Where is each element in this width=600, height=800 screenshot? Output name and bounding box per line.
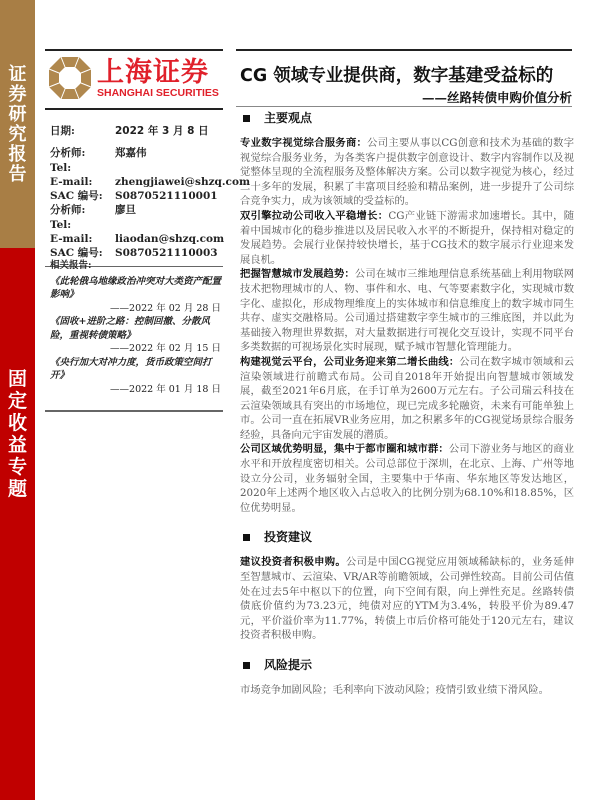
date-label: 日期: <box>50 125 75 137</box>
tel-label: Tel: <box>50 218 72 231</box>
paragraph: 双引擎拉动公司收入平稳增长：CG产业链下游需求加速增长。其中，随着中国城市化的稳步推进以及居民收入水平的不断提升，保持相对稳定的发展趋势。会展行业保持较快增长，基于CG技术的数字展示行业迎来发展良机。 <box>240 209 575 266</box>
divider <box>45 49 223 51</box>
email-label: E-mail: <box>50 233 93 246</box>
related-reports <box>50 259 225 396</box>
related-report-link[interactable]: 《央行加大对冲力度，货币政策空间打开》 <box>50 356 212 381</box>
section-heading: 风险提示 <box>240 655 574 675</box>
bullet-square-icon <box>243 662 250 669</box>
related-report-date: ——2022 年 02 月 15 日 <box>110 343 221 354</box>
sac-label: SAC 编号: <box>50 190 103 203</box>
paragraph: 专业数字视觉综合服务商：公司主要从事以CG创意和技术为基础的数字视觉综合服务业务，为各类客户提供数字创意设计、数字内容制作以及视觉整体呈现的全流程服务及整体解决方案。公司以数字视觉为核心，经过二十多年的发展，积累了丰富项目经验和精品案例，进一步提升了公司综合竞争实力，成为该领域的受益标的。 <box>240 137 574 208</box>
related-report-link[interactable]: 《固收+进阶之路：控制回撤、分散风险，重视转债策略》 <box>50 316 210 341</box>
analyst-email[interactable]: zhengjiawei@shzq.com <box>115 175 251 188</box>
logo-en: SHANGHAI SECURITIES <box>97 86 219 99</box>
paragraph: 市场竞争加剧风险；毛利率向下波动风险；疫情引致业绩下滑风险。 <box>240 684 549 696</box>
analyst-sac: S0870521110001 <box>115 190 218 203</box>
related-report-date: ——2022 年 01 月 18 日 <box>110 383 221 395</box>
company-logo <box>48 56 219 100</box>
octagon-logo-icon <box>48 56 92 100</box>
email-label: E-mail: <box>50 175 93 188</box>
tel-label: Tel: <box>50 161 72 174</box>
analyst-label: 分析师: <box>50 147 86 160</box>
report-date: 2022 年 3 月 8 日 <box>115 125 209 137</box>
related-title: 相关报告: <box>50 260 92 271</box>
divider <box>45 108 223 110</box>
section-heading: 投资建议 <box>240 527 574 547</box>
report-title: CG 领域专业提供商，数字基建受益标的 <box>240 66 554 86</box>
analyst-sac: S0870521110003 <box>115 247 218 260</box>
paragraph: 构建视觉云平台，公司业务迎来第二增长曲线：公司在数字城市领域和云渲染领域进行前瞻式布局。公司自2018年开始提出向智慧城市领域发展，截至2021年6月底，在手订单为2600万元左右。子公司瑞云科技在云渲染领域具有突出的市场地位，现已完成多轮融资，未来有可能单独上市。公司一直在拓展VR业务应用，加之积累多年的CG视觉场景综合服务经验，具备向元宇宙发展的潜质。 <box>240 355 575 441</box>
sac-label: SAC 编号: <box>50 247 103 260</box>
divider <box>236 49 572 51</box>
report-type-label: 证券研究报告 <box>8 64 27 185</box>
paragraph: 建议投资者积极申购。公司是中国CG视觉应用领域稀缺标的，业务延伸至智慧城市、云渲染、VR/AR等前瞻领域，公司弹性较高。目前公司估值处在过去5年中枢以下的位置，向下空间有限，向上弹性充足。丝路转债债底价值约为73.23元，纯债对应的YTM为3.4%，转股平价为89.47元，平价溢价率为11.77%，转债上市后价格可能处于120元左右，建议投资者积极申购。 <box>240 556 574 642</box>
analyst-name: 郑嘉伟 <box>115 147 147 160</box>
analyst-email[interactable]: liaodan@shzq.com <box>115 233 225 246</box>
bullet-square-icon <box>243 115 250 122</box>
report-body <box>240 106 574 698</box>
analyst-name: 廖旦 <box>115 204 136 217</box>
section-heading: 主要观点 <box>240 108 574 128</box>
divider <box>45 410 223 412</box>
side-band-bottom <box>0 248 35 800</box>
related-report-link[interactable]: 《此轮俄乌地缘政治冲突对大类资产配置影响》 <box>50 275 222 300</box>
related-report-date: ——2022 年 02 月 28 日 <box>110 302 221 314</box>
report-subtitle: ——丝路转债申购价值分析 <box>421 90 572 105</box>
report-meta <box>50 124 250 261</box>
paragraph: 公司区域优势明显，集中于都市圈和城市群：公司下游业务与地区的商业水平和开放程度密切相关。公司总部位于深圳，在北京、上海、广州等地设立分公司，业务辐射全国，主要集中于华南、华东地区等发达地区，2020年上述两个地区收入占总收入的比例分别为68.10%和18.85%，区位优势明显。 <box>240 443 575 514</box>
logo-cn: 上海证券 <box>97 56 209 88</box>
bullet-square-icon <box>243 534 250 541</box>
analyst-label: 分析师: <box>50 204 86 217</box>
paragraph: 把握智慧城市发展趋势：公司在城市三维地理信息系统基础上利用物联网技术把物理城市的人、物、事件和水、电、气等要素数字化，实现城市数字化、虚拟化，形成物理维度上的实体城市和信息维度上的数字城市同生共存、虚实交融格局。公司通过搭建数字孪生城市的三维底图，并以此为基础接入物理世界数据，对大量数据进行可视化交互设计，实现不同平台多类数据的可视场景化实时展现，赋予城市智慧化管理能力。 <box>240 268 575 354</box>
report-category-label: 固定收益专题 <box>8 368 28 500</box>
